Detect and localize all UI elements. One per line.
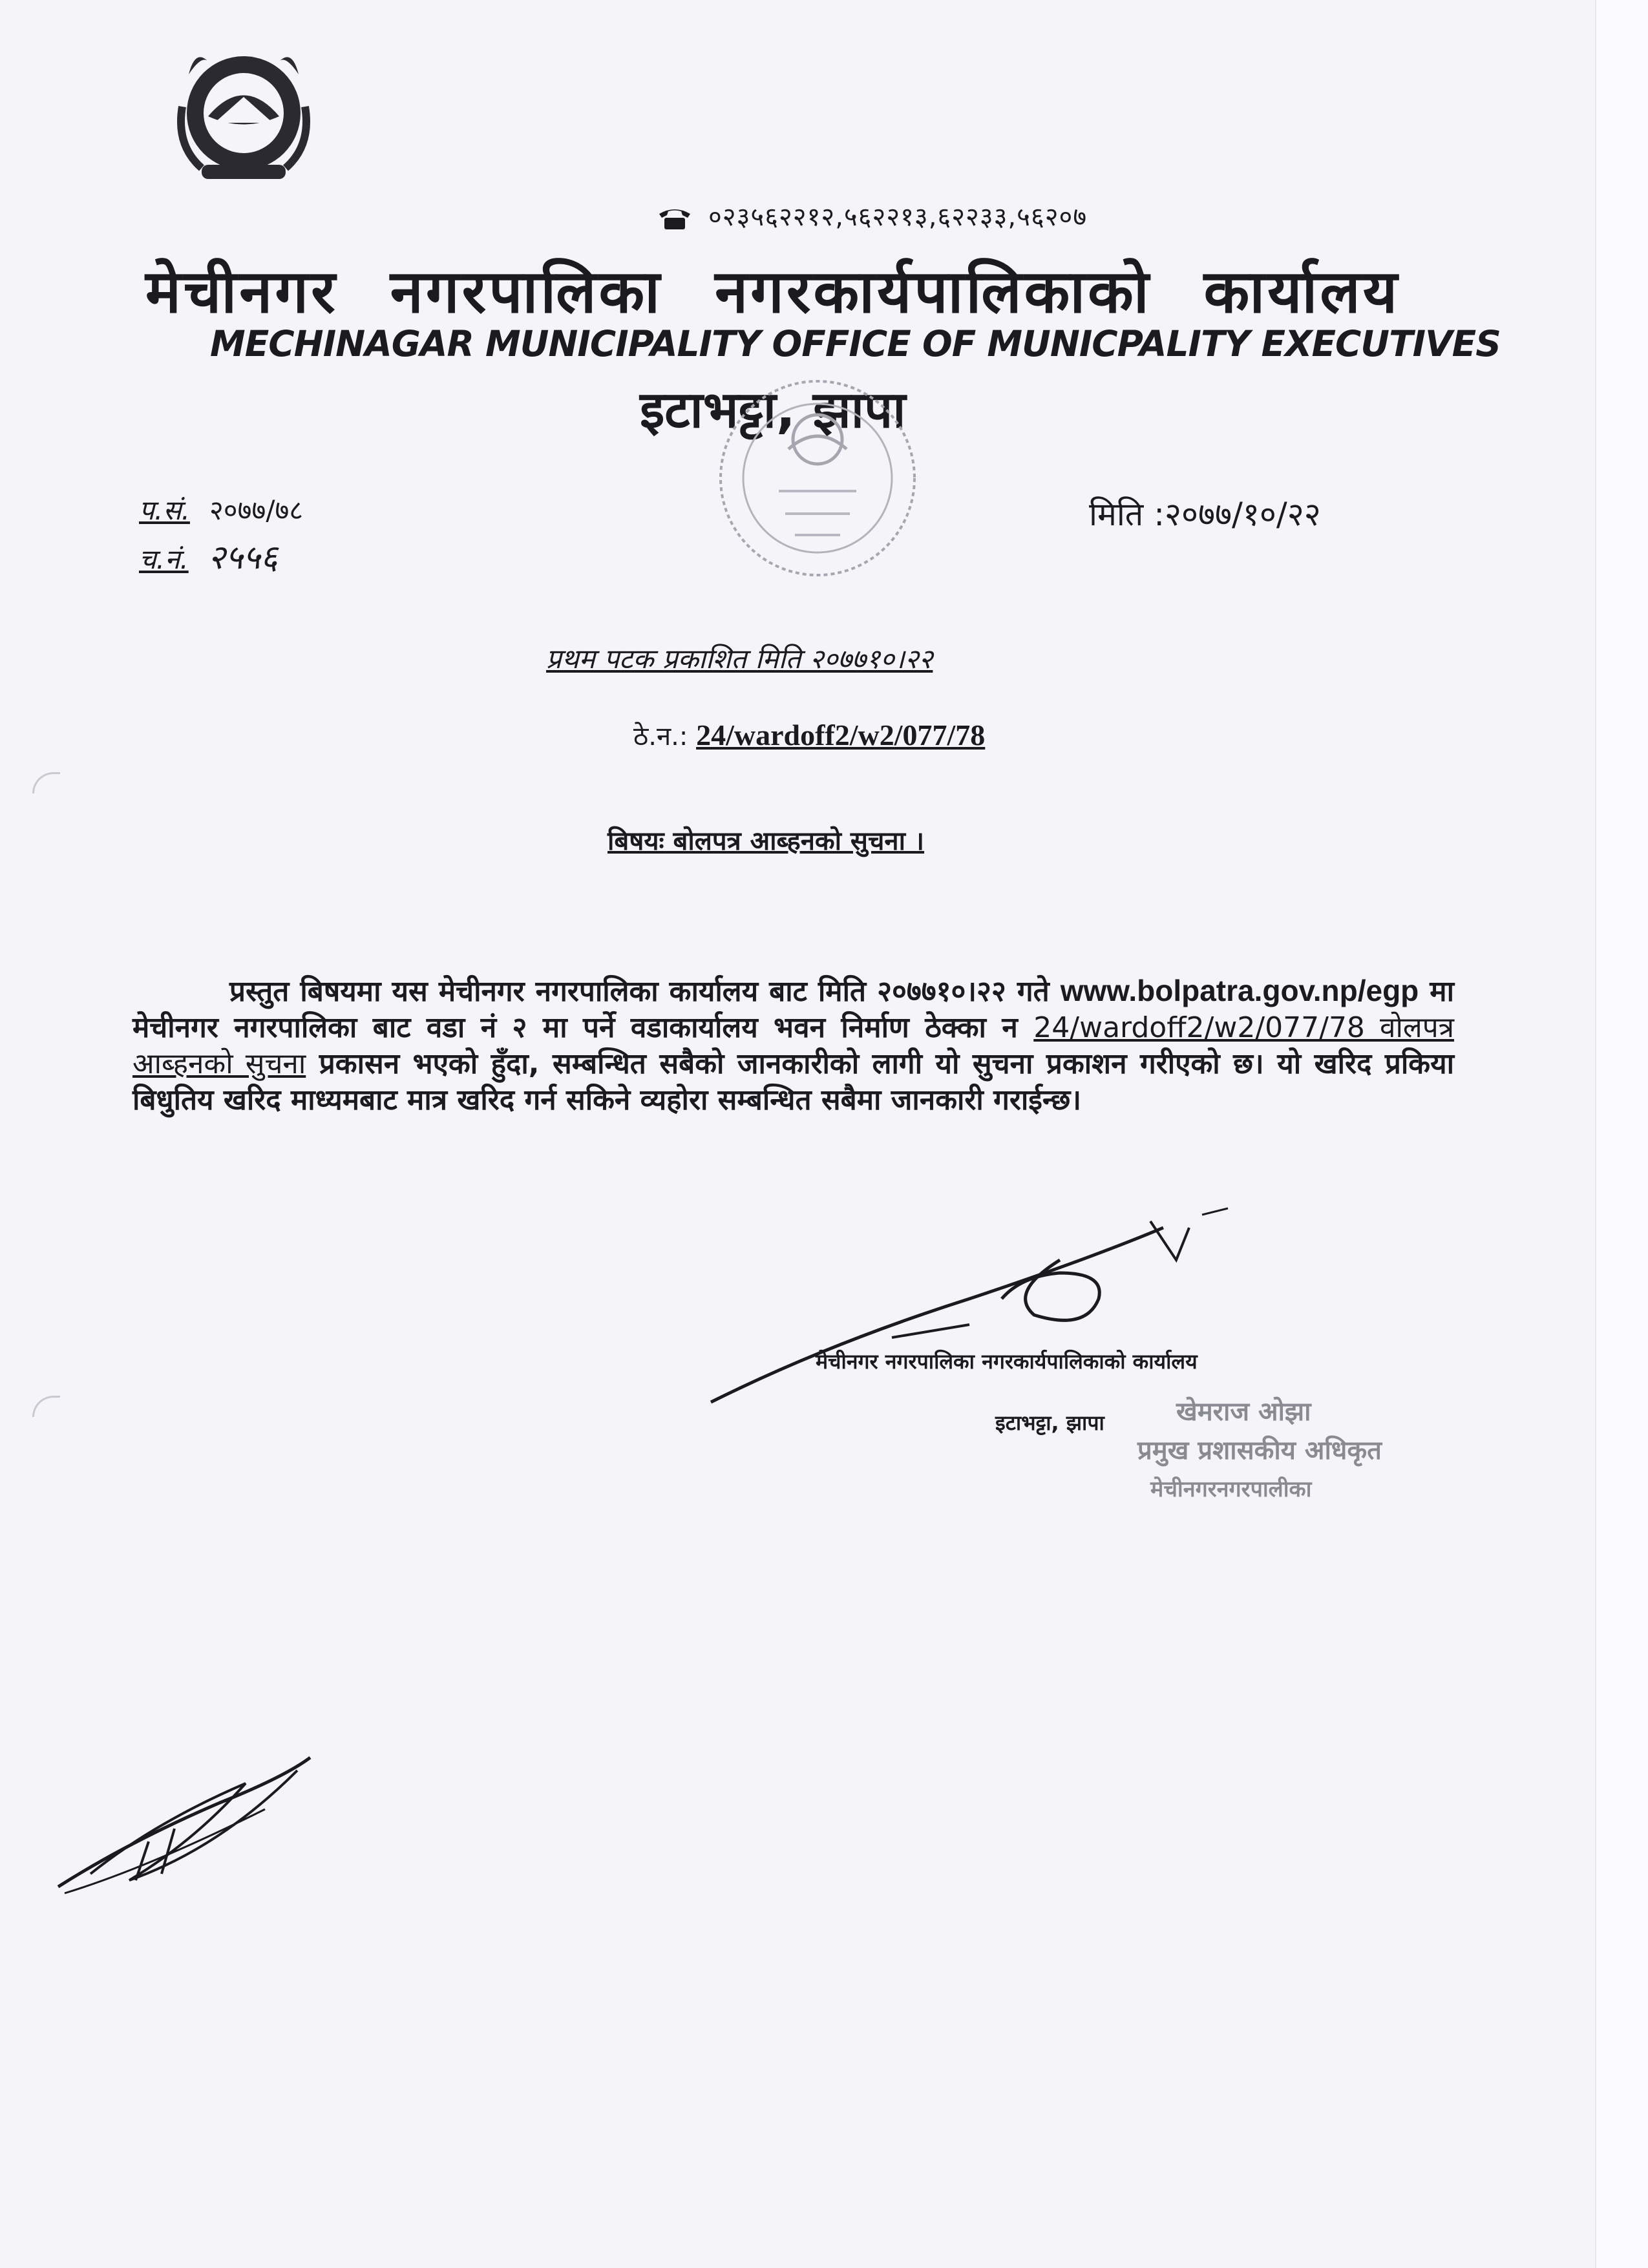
office-name-nepali: मेचीनगर नगरपालिका नगरकार्यपालिकाको कार्यालय [145,257,1400,326]
dispatch-number-label: च.नं. [139,543,189,575]
phone-numbers: ०२३५६२२१२,५६२२१३,६२२३३,५६२०७ [708,202,1088,232]
letter-date [1089,491,1321,535]
fiscal-year-row [139,491,303,528]
tender-number-label: ठे.न.: [633,722,688,751]
stamp-org: मेचीनगरनगरपालीका [1150,1476,1312,1502]
punch-hole-mark [32,772,60,793]
office-location: इटाभट्टा, झापा [640,381,906,439]
office-seal-stamp [701,362,934,594]
fiscal-year-label: प.सं. [139,494,190,526]
bolpatra-url: www.bolpatra.gov.np/egp [1060,974,1419,1007]
body-part-3: प्रकासन भएको हुँदा, सम्बन्धित सबैको जानकारीको लागी यो सुचना प्रकाशन गरीएको छ। यो खरिद प्रकिया बिधुतिय खरिद माध्यमबाट मात्र खरिद गर्न सकिने व्यहोरा सम्बन्धित सबैमा जानकारी गराईन्छ। [132,1047,1455,1117]
scan-edge [1595,0,1648,2268]
officer-signature [698,1202,1241,1415]
notice-subject: बिषयः बोलपत्र आब्हनको सुचना । [607,826,925,856]
tender-number-row [633,717,985,753]
office-name-english: MECHINAGAR MUNICIPALITY OFFICE OF MUNICPALITY EXECUTIVES [210,323,1501,364]
notice-body [132,972,1454,1118]
dispatch-number-row [139,533,278,579]
signatory-place: इटाभट्टा, झापा [995,1411,1104,1435]
stamp-name: खेमराज ओझा [1176,1397,1311,1427]
date-value: २०७७/१०/२२ [1165,496,1321,533]
telephone-icon [658,206,692,231]
body-part-1: प्रस्तुत बिषयमा यस मेचीनगर नगरपालिका कार्यालय बाट मिति २०७७१०।२२ गते [229,975,1050,1008]
tender-number-value: 24/wardoff2/w2/077/78 [696,719,986,751]
date-label: मिति : [1089,496,1165,533]
officer-stamp [1137,1392,1382,1509]
punch-hole-mark [32,1396,60,1417]
body-part-2: मा मेचीनगर नगरपालिका बाट वडा नं २ मा पर्ने वडाकार्यालय भवन निर्माण ठेक्का न [132,975,1454,1044]
signatory-office: मेचीनगर नगरपालिका नगरकार्यपालिकाको कार्यालय [816,1349,1198,1374]
first-published-date: प्रथम पटक प्रकाशित मिति २०७७१०।२२ [546,643,933,675]
nepal-emblem-logo [169,36,318,191]
dispatch-number-value: २५५६ [207,538,278,577]
stamp-title: प्रमुख प्रशासकीय अधिकृत [1137,1436,1382,1465]
contract-reference: 24/wardoff2/w2/077/78 वोलपत्र आब्हनको सुचना [132,1011,1455,1080]
phone-line [658,198,1087,233]
handwritten-initials [52,1745,323,1900]
fiscal-year-value: २०७७/७८ [209,494,304,526]
